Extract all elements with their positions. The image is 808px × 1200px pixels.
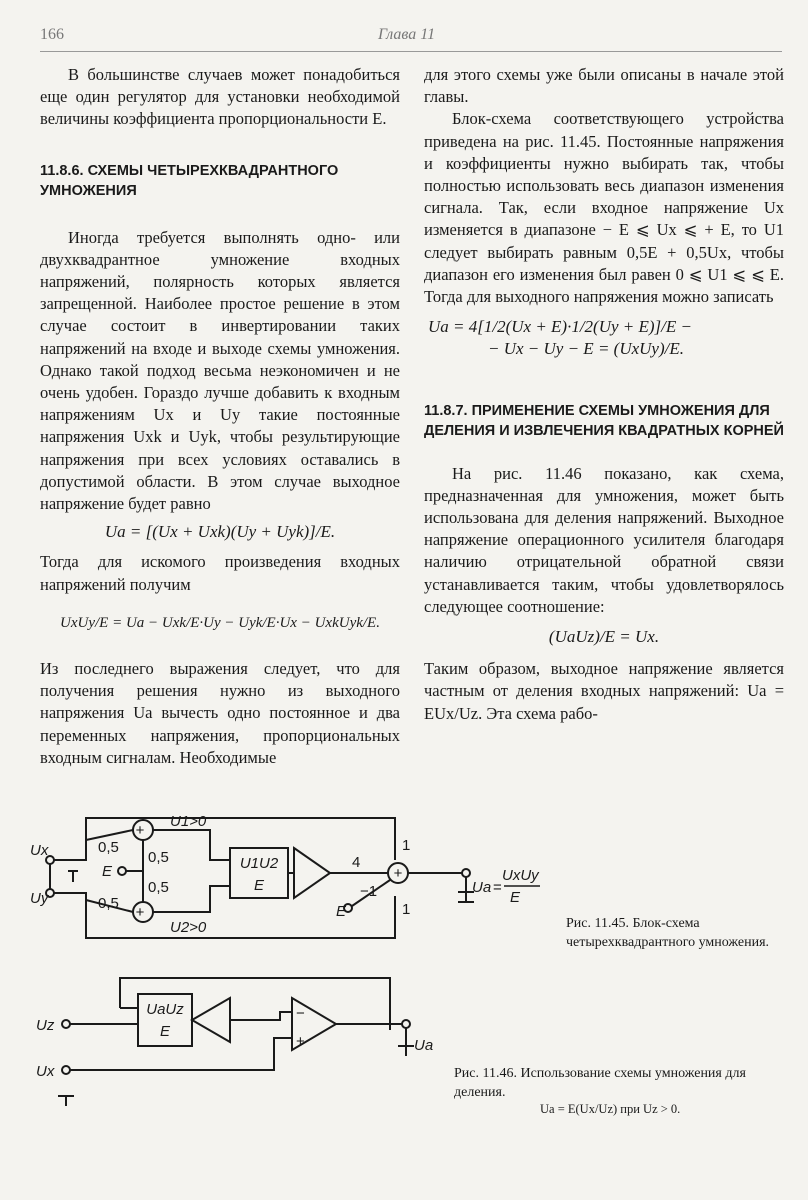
left-column bbox=[40, 64, 400, 769]
fig1-gain-4: 4 bbox=[352, 854, 361, 871]
fig2-mult-denominator: E bbox=[159, 1023, 171, 1040]
fig2-plus: + bbox=[296, 1033, 305, 1050]
fig1-plus-1: + bbox=[135, 822, 145, 839]
fig1-label-u1: U1>0 bbox=[170, 813, 207, 830]
section-heading-11-8-6: 11.8.6. СХЕМЫ ЧЕТЫРЕХКВАДРАНТНОГО УМНОЖЕНИЯ bbox=[40, 162, 339, 199]
fig2-label-ua: Ua bbox=[414, 1037, 434, 1054]
fig2-label-uz: Uz bbox=[36, 1017, 55, 1034]
equation-3a: Ua = 4[1/2(Ux + E)·1/2(Uy + E)]/E − bbox=[428, 317, 693, 337]
fig1-coef-3: 0,5 bbox=[148, 849, 169, 866]
left-paragraph-3: Тогда для искомого произведения входных напряжений получим bbox=[40, 552, 400, 594]
equation-4: (UaUz)/E = Ux. bbox=[548, 627, 660, 647]
fig1-label-u2: U2>0 bbox=[170, 919, 207, 936]
fig2-mult-numerator: UaUz bbox=[146, 1001, 184, 1018]
left-paragraph-1: В большинстве случаев может понадобиться еще один регулятор для установки необходимой величины коэффициента пропорциональности E. bbox=[40, 65, 400, 129]
right-paragraph-2: Блок-схема соответствующего устройства приведена на рис. 11.45. Постоянные напряжения и коэффициенты нужно выбирать так, чтобы полностью использовать весь диапазон изменения сигнала. Так, если входное напряжение Ux изменяется в диапазоне − E ⩽ Ux ⩽ + E, то U1 следует выбирать равным 0,5E + 0,5Ux, чтобы диапазон его изменения был равен 0 ⩽ U1 ⩽ ⩽ E. Тогда для выходного напряжения можно записать bbox=[424, 109, 784, 307]
equation-2: UxUy/E = Ua − Uxk/E·Uy − Uyk/E·Ux − UxkUyk/E. bbox=[60, 614, 380, 631]
fig1-mult-denominator: E bbox=[253, 877, 265, 894]
figure-11-45-diagram bbox=[30, 800, 590, 960]
right-paragraph-1: для этого схемы уже были описаны в начале этой главы. bbox=[424, 65, 784, 107]
fig1-label-e1: E bbox=[102, 863, 113, 880]
left-paragraph-2: Иногда требуется выполнять одно- или двухквадрантное умножение входных напряжений, полярность которых является запрещенной. Наиболее простое решение в этом случае состоит в инвертировании таких напряжений на входе и выходе схемы умножения. Однако такой подход весьма неэкономичен и не очень удобен. Гораздо лучше добавить к входным напряжениям Ux и Uy такие постоянные напряжения Uxk и Uyk, чтобы результирующие напряжения при всех условиях оставались в допустимой области. В этом случае выходное напряжение будет равно bbox=[40, 227, 400, 514]
equation-3b: − Ux − Uy − E = (UxUy)/E. bbox=[488, 339, 684, 359]
right-column bbox=[424, 64, 784, 725]
page-number: 166 bbox=[40, 26, 64, 43]
fig1-equals: = bbox=[493, 879, 502, 896]
fig1-label-e2: E bbox=[336, 903, 347, 920]
fig1-gain-1a: 1 bbox=[402, 837, 411, 854]
figure-11-45-caption: Рис. 11.45. Блок-схема четырехквадрантного умножения. bbox=[566, 916, 770, 950]
fig1-out-denominator: E bbox=[510, 889, 521, 906]
fig1-coef-2: 0,5 bbox=[98, 895, 119, 912]
figure-11-46-caption: Рис. 11.46. Использование схемы умножения для деления. bbox=[454, 1066, 746, 1100]
fig1-label-ua: Ua bbox=[472, 879, 492, 896]
fig1-plus-2: + bbox=[135, 904, 145, 921]
right-paragraph-4: Таким образом, выходное напряжение является частным от деления входных напряжений: Ua = EUx/Uz. Эта схема рабо- bbox=[424, 659, 784, 723]
figure-11-46-diagram bbox=[30, 968, 434, 1118]
fig1-gain-1b: 1 bbox=[402, 901, 411, 918]
fig1-gain-minus1: −1 bbox=[360, 883, 378, 900]
chapter-title: Глава 11 bbox=[378, 26, 436, 43]
fig1-label-uy: Uy bbox=[30, 890, 49, 907]
fig2-label-ux: Ux bbox=[36, 1063, 55, 1080]
fig1-label-ux: Ux bbox=[30, 842, 49, 859]
section-heading-11-8-7: 11.8.7. ПРИМЕНЕНИЕ СХЕМЫ УМНОЖЕНИЯ ДЛЯ ДЕЛЕНИЯ И ИЗВЛЕЧЕНИЯ КВАДРАТНЫХ КОРНЕЙ bbox=[424, 402, 784, 439]
left-paragraph-4: Из последнего выражения следует, что для получения решения нужно из выходного напряжения Ua вычесть одно постоянное и два переменных напряжения, пропорциональных входным сигналам. Необходимые bbox=[40, 659, 400, 767]
fig1-mult-numerator: U1U2 bbox=[239, 855, 279, 872]
fig2-minus: − bbox=[296, 1005, 305, 1022]
equation-1: Ua = [(Ux + Uxk)(Uy + Uyk)]/E. bbox=[104, 522, 336, 542]
figure-11-46-note: Ua = E(Ux/Uz) при Uz > 0. bbox=[540, 1102, 681, 1116]
fig1-out-numerator: UxUy bbox=[502, 867, 539, 884]
fig1-coef-1: 0,5 bbox=[98, 839, 119, 856]
fig1-coef-4: 0,5 bbox=[148, 879, 169, 896]
right-paragraph-3: На рис. 11.46 показано, как схема, предназначенная для умножения, может быть использована для деления напряжений. Выходное напряжение операционного усилителя благодаря наличию отрицательной обратной связи устанавливается таким, чтобы удовлетворялось следующее соотношение: bbox=[424, 463, 784, 616]
header-rule bbox=[40, 51, 782, 52]
fig1-plus-3: + bbox=[393, 865, 403, 882]
